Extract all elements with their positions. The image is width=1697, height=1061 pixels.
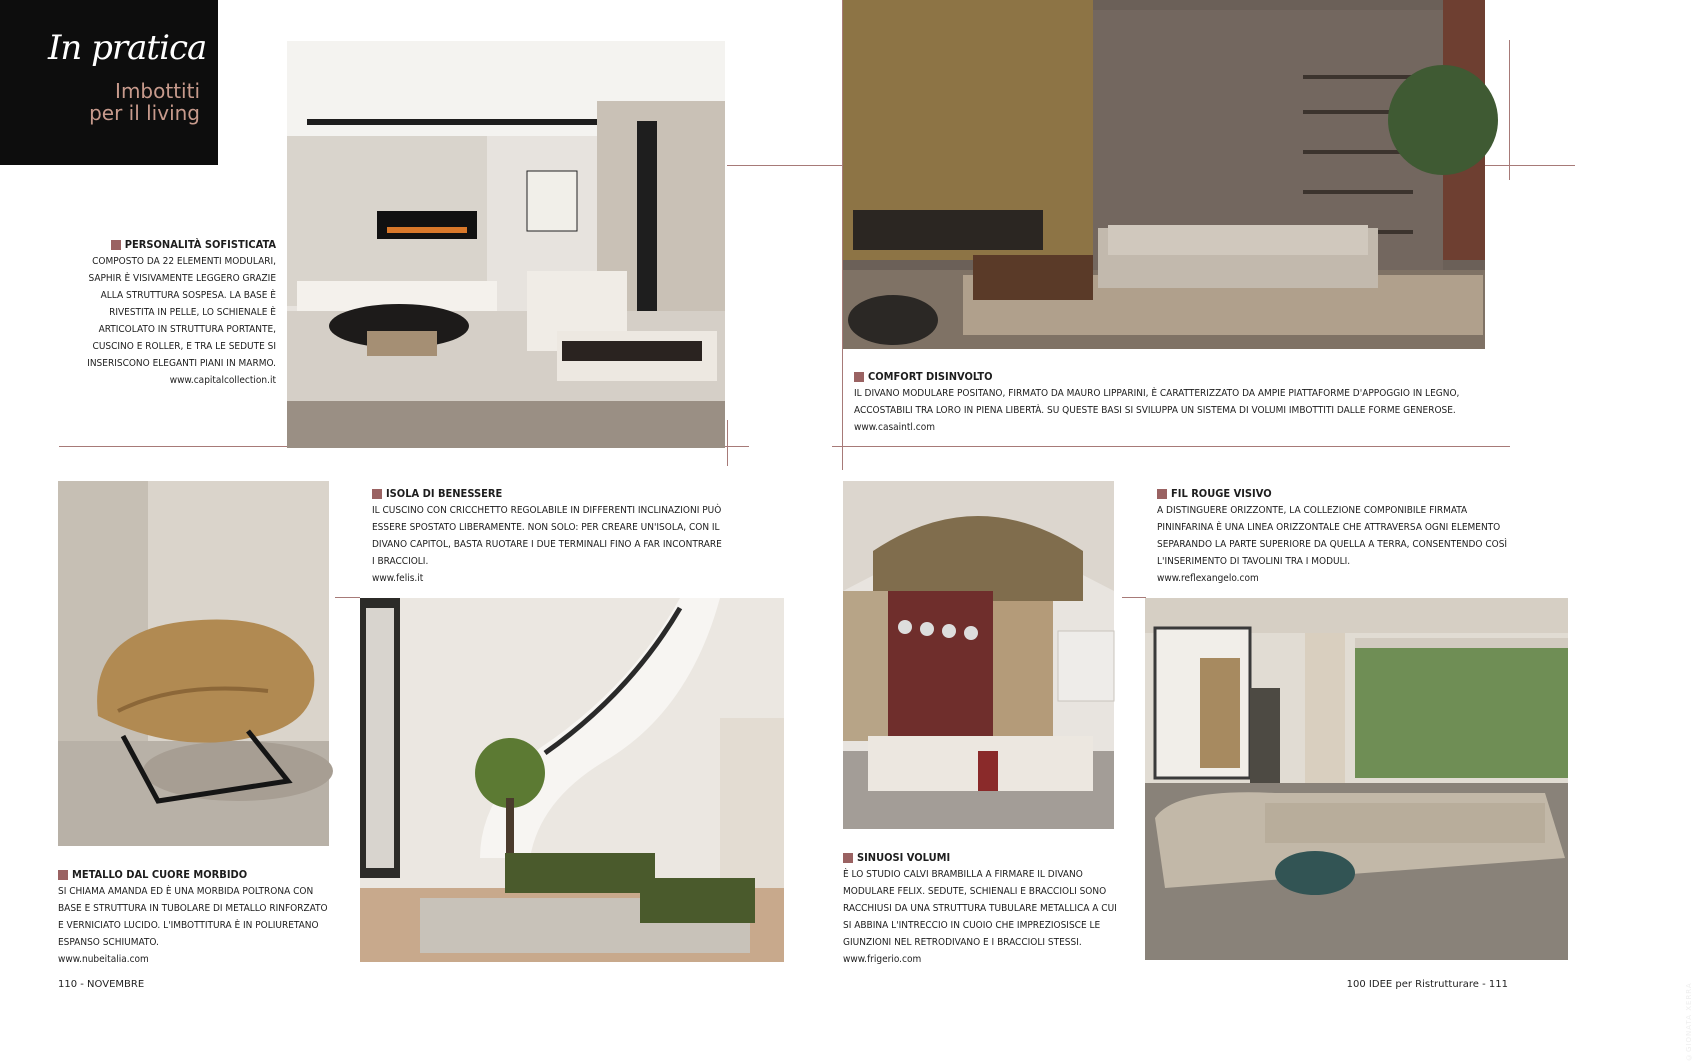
article-metallo-dal-cuore-morbido — [58, 866, 333, 968]
article-url[interactable]: www.felis.it — [372, 573, 424, 584]
article-title-row — [58, 866, 333, 883]
article-title: ISOLA DI BENESSERE — [386, 487, 503, 500]
photo-positano — [843, 0, 1485, 349]
divider-line — [335, 597, 360, 598]
section-script-title: In pratica — [48, 28, 207, 68]
article-body: COMPOSTO DA 22 ELEMENTI MODULARI, SAPHIR È VISIVAMENTE LEGGERO GRAZIE ALLA STRUTTURA SOSPESA. LA BASE È RIVESTITA IN PELLE, LO SCHIENALE È ARTICOLATO IN STRUTTURA PORTANTE, CUSCINO E ROLLER, E TRA LE SEDUTE SI INSERISCONO ELEGANTI PIANI IN MARMO. — [87, 256, 276, 369]
article-title-row — [854, 368, 1474, 385]
article-title-row — [70, 236, 276, 253]
article-sinuosi-volumi — [843, 849, 1118, 968]
title-marker-icon — [854, 372, 864, 382]
divider-line — [1122, 597, 1146, 598]
photo-saphir-living — [287, 41, 725, 448]
article-url[interactable]: www.reflexangelo.com — [1157, 573, 1259, 584]
title-marker-icon — [1157, 489, 1167, 499]
divider-line — [832, 446, 1510, 447]
article-isola-di-benessere — [372, 485, 727, 587]
title-marker-icon — [843, 853, 853, 863]
photo-credit: ©GIONATA XERRA — [1685, 982, 1693, 1061]
article-body: A DISTINGUERE ORIZZONTE, LA COLLEZIONE COMPONIBILE FIRMATA PININFARINA È UNA LINEA ORIZZONTALE CHE ATTRAVERSA OGNI ELEMENTO SEPARANDO LA PARTE SUPERIORE DA QUELLA A TERRA, CONSENTENDO COSÌ L'INSERIMENTO DI TAVOLINI TRA I MODULI. — [1157, 505, 1508, 567]
subtitle-line-2: per il living — [89, 101, 200, 125]
photo-orizzonte-sofa — [1145, 598, 1568, 960]
divider-line — [727, 165, 843, 166]
photo-capitol-sofa — [360, 598, 784, 962]
article-title-row — [372, 485, 727, 502]
article-title: METALLO DAL CUORE MORBIDO — [72, 868, 248, 881]
article-url[interactable]: www.nubeitalia.com — [58, 954, 149, 965]
article-body: SI CHIAMA AMANDA ED È UNA MORBIDA POLTRONA CON BASE E STRUTTURA IN TUBOLARE DI METALLO RINFORZATO E VERNICIATO LUCIDO. L'IMBOTTITURA È IN POLIURETANO ESPANSO SCHIUMATO. — [58, 886, 328, 948]
article-url[interactable]: www.casaintl.com — [854, 422, 935, 433]
divider-line — [1484, 165, 1575, 166]
title-marker-icon — [58, 870, 68, 880]
article-title-row — [1157, 485, 1512, 502]
article-personalita-sofisticata — [70, 236, 276, 389]
footer-right-folio: 100 IDEE per Ristrutturare - 111 — [1346, 979, 1508, 990]
article-title-row — [843, 849, 1118, 866]
subtitle-line-1: Imbottiti — [115, 79, 200, 103]
divider-line — [727, 420, 728, 466]
article-body: IL DIVANO MODULARE POSITANO, FIRMATO DA MAURO LIPPARINI, È CARATTERIZZATO DA AMPIE PIATTAFORME D'APPOGGIO IN LEGNO, ACCOSTABILI TRA LORO IN PIENA LIBERTÀ. SU QUESTE BASI SI SVILUPPA UN SISTEMA DI VOLUMI IMBOTTITI DALLE FORME GENEROSE. — [854, 388, 1460, 416]
divider-line — [1509, 40, 1510, 180]
footer-left-folio: 110 - NOVEMBRE — [58, 979, 145, 990]
section-subtitle — [89, 80, 200, 124]
article-url[interactable]: www.frigerio.com — [843, 954, 922, 965]
article-title: COMFORT DISINVOLTO — [868, 370, 993, 383]
title-marker-icon — [372, 489, 382, 499]
article-url[interactable]: www.capitalcollection.it — [169, 375, 276, 386]
title-marker-icon — [111, 240, 121, 250]
section-header — [0, 0, 218, 165]
article-comfort-disinvolto — [854, 368, 1474, 436]
article-fil-rouge-visivo — [1157, 485, 1512, 587]
article-body: È LO STUDIO CALVI BRAMBILLA A FIRMARE IL DIVANO MODULARE FELIX. SEDUTE, SCHIENALI E BRACCIOLI SONO RACCHIUSI DA UNA STRUTTURA TUBULARE METALLICA A CUI SI ABBINA L'INTRECCIO IN CUOIO CHE IMPREZIOSISCE LE GIUNZIONI NEL RETRODIVANO E I BRACCIOLI STESSI. — [843, 869, 1117, 948]
article-title: FIL ROUGE VISIVO — [1171, 487, 1272, 500]
article-body: IL CUSCINO CON CRICCHETTO REGOLABILE IN DIFFERENTI INCLINAZIONI PUÒ ESSERE SPOSTATO LIBERAMENTE. NON SOLO: PER CREARE UN'ISOLA, CON IL DIVANO CAPITOL, BASTA RUOTARE I DUE TERMINALI FINO A FAR INCONTRARE I BRACCIOLI. — [372, 505, 722, 567]
photo-amanda-armchair — [58, 481, 329, 846]
article-title: SINUOSI VOLUMI — [857, 851, 951, 864]
article-title: PERSONALITÀ SOFISTICATA — [124, 238, 276, 251]
